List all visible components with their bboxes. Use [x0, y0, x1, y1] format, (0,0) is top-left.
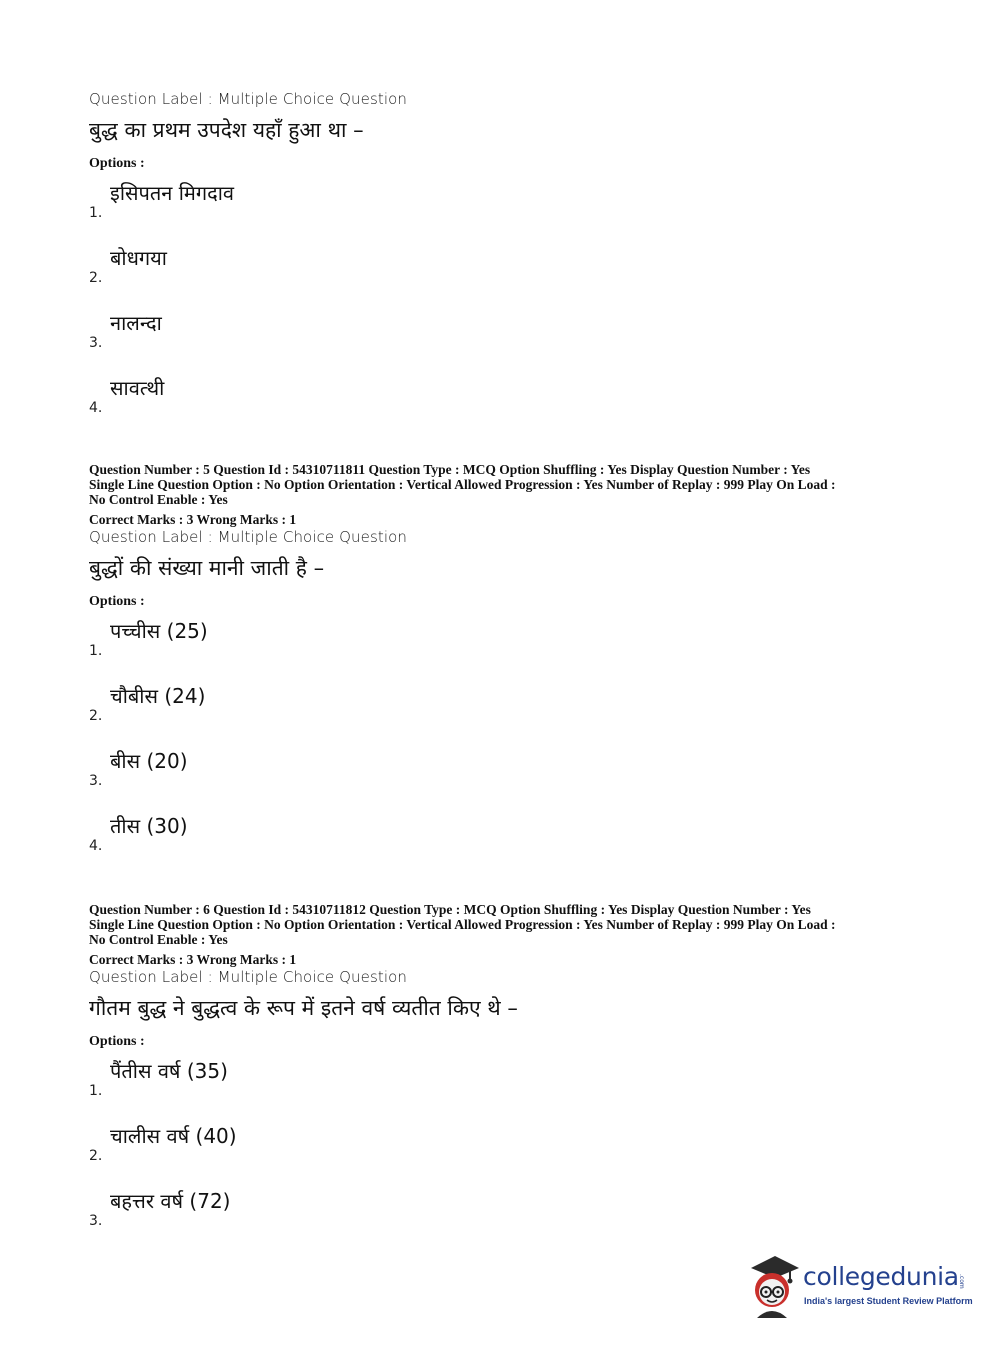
- option-number: 3.: [89, 335, 103, 351]
- option-item[interactable]: [89, 374, 919, 439]
- option-text: बहत्तर वर्ष (72): [110, 1189, 231, 1213]
- question-text: गौतम बुद्ध ने बुद्धत्व के रूप में इतने वर्ष व्यतीत किए थे –: [89, 996, 518, 1020]
- option-text: सावत्थी: [110, 376, 165, 400]
- option-number: 4.: [89, 400, 103, 416]
- option-text: तीस (30): [110, 814, 188, 838]
- option-text: बीस (20): [110, 749, 188, 773]
- option-number: 1.: [89, 205, 103, 221]
- option-text: नालन्दा: [110, 311, 162, 335]
- options-heading: Options :: [89, 1034, 145, 1049]
- option-number: 2.: [89, 1148, 103, 1164]
- option-number: 1.: [89, 643, 103, 659]
- question-label: Question Label : Multiple Choice Question: [89, 528, 408, 546]
- option-item[interactable]: [89, 1187, 919, 1252]
- option-number: 3.: [89, 773, 103, 789]
- logo-tagline: India's largest Student Review Platform: [804, 1296, 973, 1306]
- option-text: पैंतीस वर्ष (35): [110, 1059, 228, 1083]
- option-item[interactable]: [89, 244, 919, 309]
- option-number: 3.: [89, 1213, 103, 1229]
- question-meta-line: No Control Enable : Yes: [89, 492, 228, 507]
- options-list: [89, 1057, 919, 1252]
- options-list: [89, 179, 919, 439]
- option-number: 2.: [89, 708, 103, 724]
- option-text: बोधगया: [110, 246, 167, 270]
- option-text: इसिपतन मिगदाव: [110, 181, 235, 205]
- logo-dotcom: .com: [958, 1274, 965, 1289]
- question-meta-line: Question Number : 5 Question Id : 54310711811 Question Type : MCQ Option Shuffling : Yes Display Question Number : Yes: [89, 462, 811, 477]
- options-list: [89, 617, 919, 877]
- option-text: पच्चीस (25): [110, 619, 208, 643]
- option-item[interactable]: [89, 1057, 919, 1122]
- question-4-block: [89, 89, 919, 439]
- option-number: 2.: [89, 270, 103, 286]
- question-marks: Correct Marks : 3 Wrong Marks : 1: [89, 952, 297, 967]
- options-heading: Options :: [89, 594, 145, 609]
- option-number: 1.: [89, 1083, 103, 1099]
- option-item[interactable]: [89, 1122, 919, 1187]
- mascot-icon: [745, 1252, 801, 1318]
- option-item[interactable]: [89, 179, 919, 244]
- logo-brand-text: collegedunia: [803, 1262, 959, 1291]
- option-item[interactable]: [89, 309, 919, 374]
- option-item[interactable]: [89, 617, 919, 682]
- option-item[interactable]: [89, 812, 919, 877]
- option-item[interactable]: [89, 682, 919, 747]
- question-meta-line: Single Line Question Option : No Option Orientation : Vertical Allowed Progression : Yes Number of Replay : 999 Play On Load :: [89, 917, 836, 932]
- option-text: चालीस वर्ष (40): [110, 1124, 237, 1148]
- option-item[interactable]: [89, 747, 919, 812]
- option-text: चौबीस (24): [110, 684, 206, 708]
- collegedunia-logo[interactable]: [745, 1252, 975, 1322]
- question-6-block: [89, 902, 919, 1252]
- question-text: बुद्धों की संख्या मानी जाती है –: [89, 556, 325, 580]
- question-label: Question Label : Multiple Choice Question: [89, 90, 408, 108]
- options-heading: Options :: [89, 156, 145, 171]
- question-text: बुद्ध का प्रथम उपदेश यहाँ हुआ था –: [89, 118, 364, 142]
- question-meta-line: Question Number : 6 Question Id : 54310711812 Question Type : MCQ Option Shuffling : Yes Display Question Number : Yes: [89, 902, 811, 917]
- option-number: 4.: [89, 838, 103, 854]
- question-meta-line: Single Line Question Option : No Option Orientation : Vertical Allowed Progression : Yes Number of Replay : 999 Play On Load :: [89, 477, 836, 492]
- question-marks: Correct Marks : 3 Wrong Marks : 1: [89, 512, 297, 527]
- question-meta-line: No Control Enable : Yes: [89, 932, 228, 947]
- question-label: Question Label : Multiple Choice Question: [89, 968, 408, 986]
- question-5-block: [89, 462, 919, 877]
